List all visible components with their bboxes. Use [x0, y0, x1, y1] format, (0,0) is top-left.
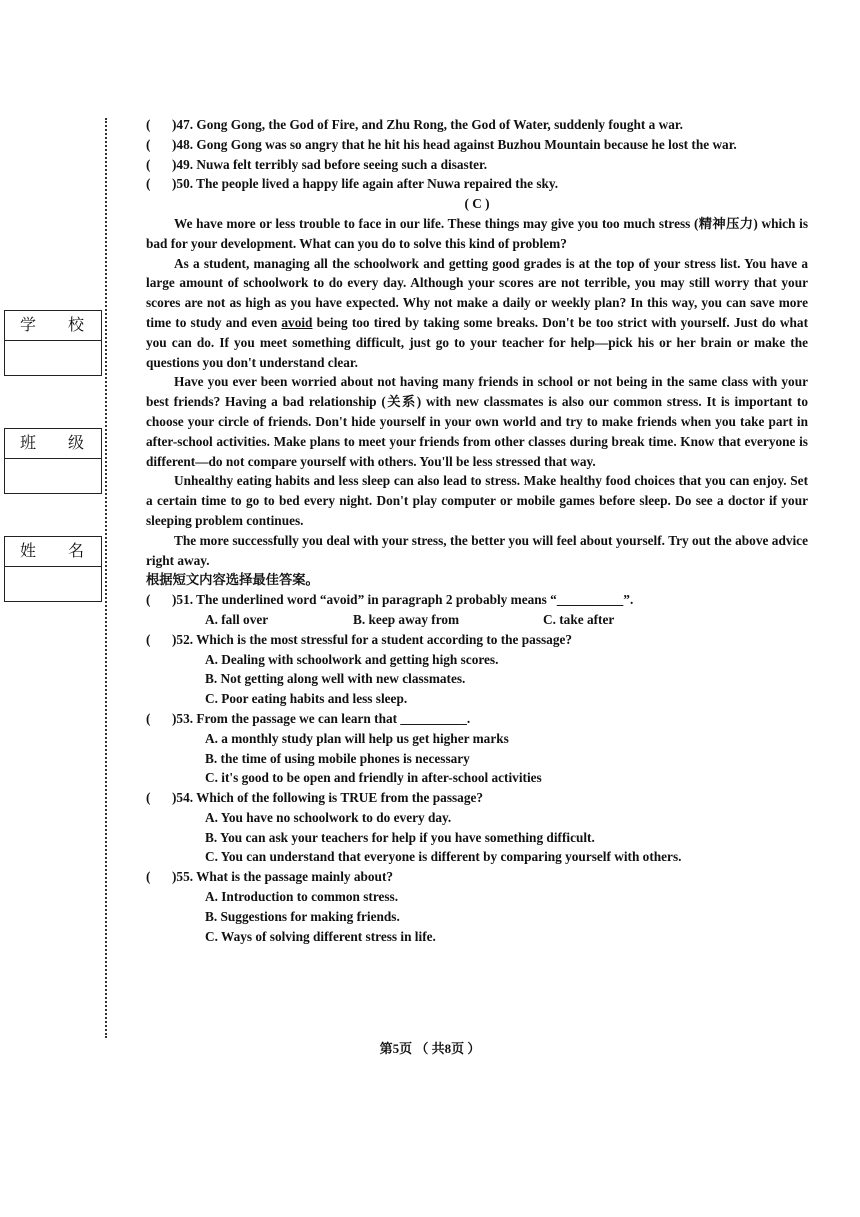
- option-b: B. You can ask your teachers for help if you have something difficult.: [205, 829, 595, 845]
- option-a: A. a monthly study plan will help us get higher marks: [205, 730, 509, 746]
- question-49: [146, 155, 808, 175]
- passage-paragraph-3: Have you ever been worried about not having many friends in school or not being in the same class with your best friends? Having a bad relationship (关系) with new classmates is also our common stress. It is important to choose your circle of friends. Don't hide yourself in your own world and try to make friends when you take part in after-school activities. Make plans to meet your friends from other classes during break time. Know that everyone is different—do not compare yourself with others. You'll be less stressed that way.: [146, 374, 808, 469]
- name-label: 姓 名: [5, 537, 101, 567]
- answer-paren[interactable]: (: [146, 869, 151, 885]
- question-text: )51. The underlined word “avoid” in paragraph 2 probably means “__________”.: [172, 592, 634, 608]
- school-label: 学 校: [5, 311, 101, 341]
- option-b: B. Not getting along well with new classmates.: [205, 671, 466, 687]
- question-text: )52. Which is the most stressful for a student according to the passage?: [172, 631, 573, 647]
- question-text: )55. What is the passage mainly about?: [172, 869, 394, 885]
- answer-paren[interactable]: (: [146, 136, 151, 152]
- question-55: [146, 867, 808, 887]
- question-text: )50. The people lived a happy life again after Nuwa repaired the sky.: [172, 176, 559, 192]
- question-52: [146, 630, 808, 650]
- binding-dotted-line: [105, 118, 107, 1038]
- instruction: 根据短文内容选择最佳答案。: [146, 572, 319, 588]
- passage-paragraph-1: We have more or less trouble to face in our life. These things may give you too much stress (精神压力) which is bad for your development. What can you do to solve this kind of problem?: [146, 215, 808, 251]
- section-title: ( C ): [464, 196, 490, 212]
- option-b: B. the time of using mobile phones is necessary: [205, 750, 470, 766]
- question-text: )48. Gong Gong was so angry that he hit his head against Buzhou Mountain because he lost the war.: [172, 136, 737, 152]
- answer-paren[interactable]: (: [146, 156, 151, 172]
- question-53: [146, 709, 808, 729]
- option-a: A. Introduction to common stress.: [205, 889, 399, 905]
- question-text: )49. Nuwa felt terribly sad before seeing such a disaster.: [172, 156, 488, 172]
- option-a: A. You have no schoolwork to do every day.: [205, 809, 452, 825]
- question-51: [146, 590, 808, 610]
- question-50: [146, 174, 808, 194]
- answer-paren[interactable]: (: [146, 710, 151, 726]
- class-label: 班 级: [5, 429, 101, 459]
- option-a: A. fall over: [205, 611, 269, 627]
- passage-paragraph-5: The more successfully you deal with your stress, the better you will feel about yourself. Try out the above advice right away.: [146, 532, 808, 568]
- option-c: C. it's good to be open and friendly in after-school activities: [205, 770, 542, 786]
- option-c: C. take after: [543, 611, 615, 627]
- school-field: [4, 310, 102, 376]
- class-blank[interactable]: [5, 459, 101, 491]
- question-54: [146, 788, 808, 808]
- page-number: 第5页 （ 共8页 ）: [379, 1041, 481, 1056]
- passage-paragraph-4: Unhealthy eating habits and less sleep can also lead to stress. Make healthy food choices that you can enjoy. Set a certain time to go to bed every night. Don't play computer or mobile games before sleep. Do see a doctor if your sleeping problem continues.: [146, 473, 808, 528]
- answer-paren[interactable]: (: [146, 117, 151, 132]
- option-b: B. keep away from: [353, 611, 460, 627]
- answer-paren[interactable]: (: [146, 592, 151, 608]
- option-c: C. Poor eating habits and less sleep.: [205, 691, 408, 707]
- option-b: B. Suggestions for making friends.: [205, 908, 400, 924]
- question-text: )47. Gong Gong, the God of Fire, and Zhu Rong, the God of Water, suddenly fought a war.: [172, 117, 683, 132]
- name-blank[interactable]: [5, 567, 101, 599]
- question-text: )54. Which of the following is TRUE from the passage?: [172, 790, 484, 806]
- passage-paragraph-2: As a student, managing all the schoolwork and getting good grades is at the top of your stress list. You have a large amount of schoolwork to do every day. Although your scores are not terrible, you may still worry that your scores are not as high as you have expected. Why not make a daily or weekly plan? In this way, you can save more time to study and even avoid being too tired by taking some breaks. Don't be too strict with yourself. Just do what you can do. If you meet something difficult, just go to your teacher for help—pick his or her brain or make the questions you don't understand clear.: [146, 255, 809, 370]
- question-47: [146, 115, 808, 135]
- options-51: [146, 610, 808, 630]
- question-text: )53. From the passage we can learn that __________.: [172, 710, 471, 726]
- answer-paren[interactable]: (: [146, 176, 151, 192]
- option-a: A. Dealing with schoolwork and getting high scores.: [205, 651, 499, 667]
- option-c: C. Ways of solving different stress in life.: [205, 928, 436, 944]
- option-c: C. You can understand that everyone is different by comparing yourself with others.: [205, 849, 682, 865]
- school-blank[interactable]: [5, 341, 101, 373]
- question-48: [146, 135, 808, 155]
- name-field: [4, 536, 102, 602]
- exam-content: [146, 115, 808, 946]
- underlined-word: avoid: [281, 314, 313, 330]
- answer-paren[interactable]: (: [146, 790, 151, 806]
- answer-paren[interactable]: (: [146, 631, 151, 647]
- class-field: [4, 428, 102, 494]
